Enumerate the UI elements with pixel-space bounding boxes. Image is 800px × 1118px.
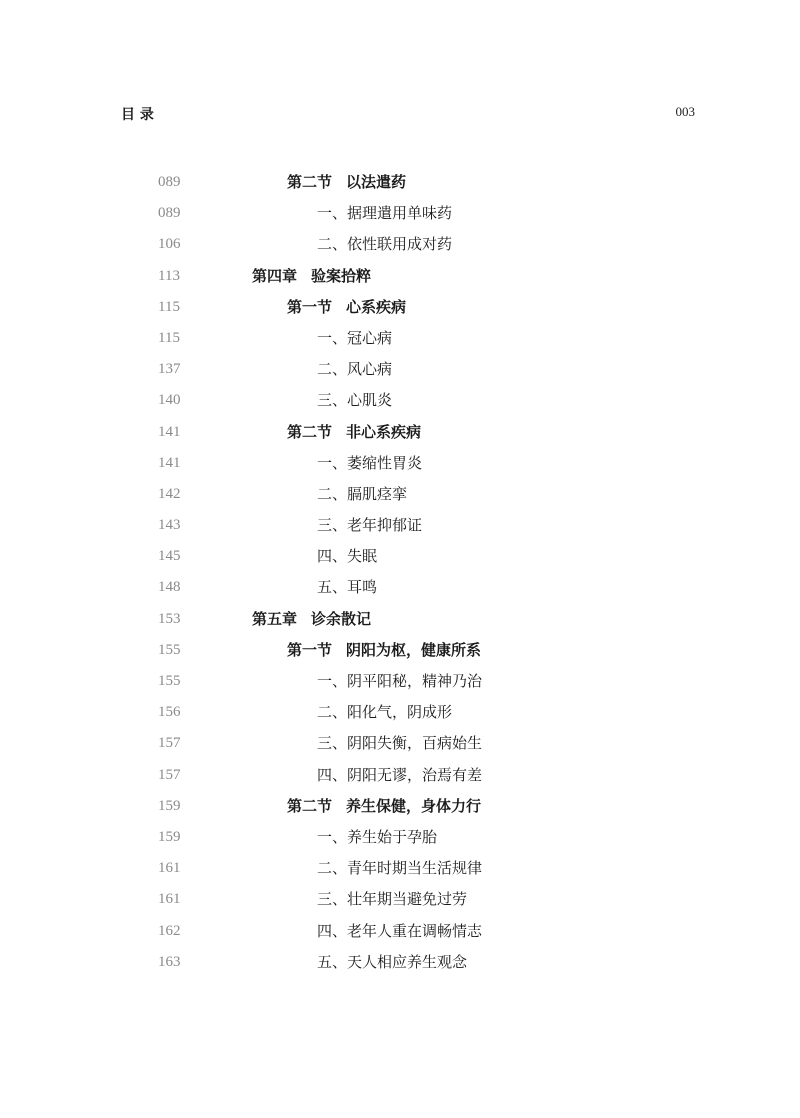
toc-heading-title: 一、萎缩性胃炎 (317, 453, 423, 472)
toc-item-heading (317, 917, 482, 945)
toc-entry[interactable] (0, 262, 800, 293)
toc-page-number: 162 (158, 922, 181, 939)
toc-entry[interactable] (0, 573, 800, 604)
toc-heading-title: 二、依性联用成对药 (317, 235, 453, 254)
toc-page-number: 113 (158, 267, 180, 284)
toc-chapter-heading (252, 262, 371, 290)
toc-page-number: 161 (158, 891, 181, 908)
toc-heading-title: 二、青年时期当生活规律 (317, 859, 483, 878)
toc-heading-title: 二、膈肌痉挛 (317, 484, 408, 503)
toc-page-number: 159 (158, 828, 181, 845)
toc-entry[interactable] (0, 418, 800, 449)
toc-entry[interactable] (0, 761, 800, 792)
toc-item-heading (317, 823, 437, 851)
toc-page-number: 148 (158, 579, 181, 596)
toc-heading-title: 非心系疾病 (346, 422, 422, 441)
toc-heading-title: 四、失眠 (317, 547, 378, 566)
toc-heading-number: 第二节 (287, 422, 333, 441)
toc-heading-title: 三、心肌炎 (317, 391, 393, 410)
running-title: 目 录 (121, 107, 154, 123)
toc-item-heading (317, 386, 392, 414)
toc-item-heading (317, 854, 482, 882)
toc-heading-title: 三、壮年期当避免过劳 (317, 890, 468, 909)
toc-page-number: 155 (158, 673, 181, 689)
toc-entry[interactable] (0, 386, 800, 417)
toc-heading-title: 四、阴阳无谬，治焉有差 (317, 765, 483, 784)
toc-page-number: 141 (158, 423, 181, 440)
toc-page-number: 115 (158, 329, 180, 346)
toc-page-number: 142 (158, 485, 181, 502)
toc-item-heading (317, 885, 467, 913)
toc-page-number: 141 (158, 454, 181, 471)
toc-item-heading (317, 729, 482, 757)
toc-heading-title: 二、风心病 (317, 360, 393, 379)
toc-page-number: 143 (158, 517, 181, 534)
toc-chapter-heading (252, 605, 371, 633)
toc-heading-number: 第一节 (287, 297, 333, 316)
toc-heading-title: 三、阴阳失衡，百病始生 (317, 734, 483, 753)
toc-item-heading (317, 667, 482, 695)
toc-heading-title: 二、阳化气，阴成形 (317, 703, 453, 722)
toc-entry[interactable] (0, 667, 800, 698)
toc-entry[interactable] (0, 542, 800, 573)
toc-entry[interactable] (0, 449, 800, 480)
toc-heading-title: 心系疾病 (346, 297, 407, 316)
toc-section-heading (287, 168, 406, 196)
toc-page-number: 153 (158, 610, 181, 627)
toc-page-number: 155 (158, 641, 181, 658)
toc-item-heading (317, 449, 422, 477)
toc-section-heading (287, 792, 481, 820)
toc-item-heading (317, 355, 392, 383)
toc-entry[interactable] (0, 355, 800, 386)
toc-entry[interactable] (0, 698, 800, 729)
toc-heading-number: 第二节 (287, 173, 333, 191)
toc-item-heading (317, 698, 452, 726)
toc-entry[interactable] (0, 729, 800, 760)
toc-entry[interactable] (0, 293, 800, 324)
toc-item-heading (317, 542, 377, 570)
toc-entry[interactable] (0, 480, 800, 511)
toc-entry[interactable] (0, 885, 800, 916)
toc-heading-title: 一、据理遣用单味药 (317, 204, 453, 223)
toc-item-heading (317, 573, 377, 601)
toc-page-number: 157 (158, 735, 181, 752)
toc-entry[interactable] (0, 948, 800, 979)
toc-item-heading (317, 511, 422, 539)
toc-heading-title: 阴阳为枢，健康所系 (346, 640, 482, 659)
toc-heading-title: 五、天人相应养生观念 (317, 952, 468, 971)
toc-heading-title: 一、冠心病 (317, 328, 393, 347)
toc-section-heading (287, 293, 406, 321)
toc-heading-number: 第五章 (252, 609, 298, 628)
toc-heading-number: 第一节 (287, 640, 333, 659)
page-number: 003 (675, 104, 695, 119)
toc-entry[interactable] (0, 199, 800, 230)
toc-section-heading (287, 418, 421, 446)
toc-page-number: 145 (158, 548, 181, 565)
table-of-contents (0, 168, 800, 979)
toc-page-number: 089 (158, 174, 181, 190)
toc-heading-title: 三、老年抑郁证 (317, 516, 423, 535)
toc-entry[interactable] (0, 792, 800, 823)
toc-page-number: 156 (158, 704, 181, 721)
toc-heading-title: 一、养生始于孕胎 (317, 827, 438, 846)
toc-entry[interactable] (0, 823, 800, 854)
toc-page-number: 089 (158, 205, 181, 222)
toc-item-heading (317, 324, 392, 352)
toc-heading-title: 一、阴平阳秘，精神乃治 (317, 672, 483, 690)
toc-heading-title: 验案拾粹 (311, 266, 372, 285)
toc-item-heading (317, 761, 482, 789)
toc-heading-title: 四、老年人重在调畅情志 (317, 921, 483, 940)
toc-entry[interactable] (0, 511, 800, 542)
toc-page-number: 140 (158, 392, 181, 409)
toc-entry[interactable] (0, 636, 800, 667)
toc-item-heading (317, 230, 452, 258)
toc-heading-title: 以法遣药 (346, 173, 407, 191)
toc-page-number: 115 (158, 298, 180, 315)
toc-item-heading (317, 480, 407, 508)
toc-entry[interactable] (0, 324, 800, 355)
toc-heading-title: 养生保健，身体力行 (346, 796, 482, 815)
page-header (0, 104, 800, 124)
toc-heading-number: 第四章 (252, 266, 298, 285)
toc-item-heading (317, 199, 452, 227)
toc-entry[interactable] (0, 230, 800, 261)
toc-page-number: 157 (158, 766, 181, 783)
toc-entry[interactable] (0, 168, 800, 199)
toc-page-number: 137 (158, 361, 181, 378)
toc-heading-number: 第二节 (287, 796, 333, 815)
toc-heading-title: 五、耳鸣 (317, 578, 378, 597)
toc-page-number: 106 (158, 236, 181, 253)
toc-page-number: 159 (158, 797, 181, 814)
toc-heading-title: 诊余散记 (311, 609, 372, 628)
toc-item-heading (317, 948, 467, 976)
toc-entry[interactable] (0, 605, 800, 636)
toc-entry[interactable] (0, 917, 800, 948)
toc-section-heading (287, 636, 481, 664)
toc-page-number: 163 (158, 953, 181, 970)
toc-page-number: 161 (158, 860, 181, 877)
toc-entry[interactable] (0, 854, 800, 885)
